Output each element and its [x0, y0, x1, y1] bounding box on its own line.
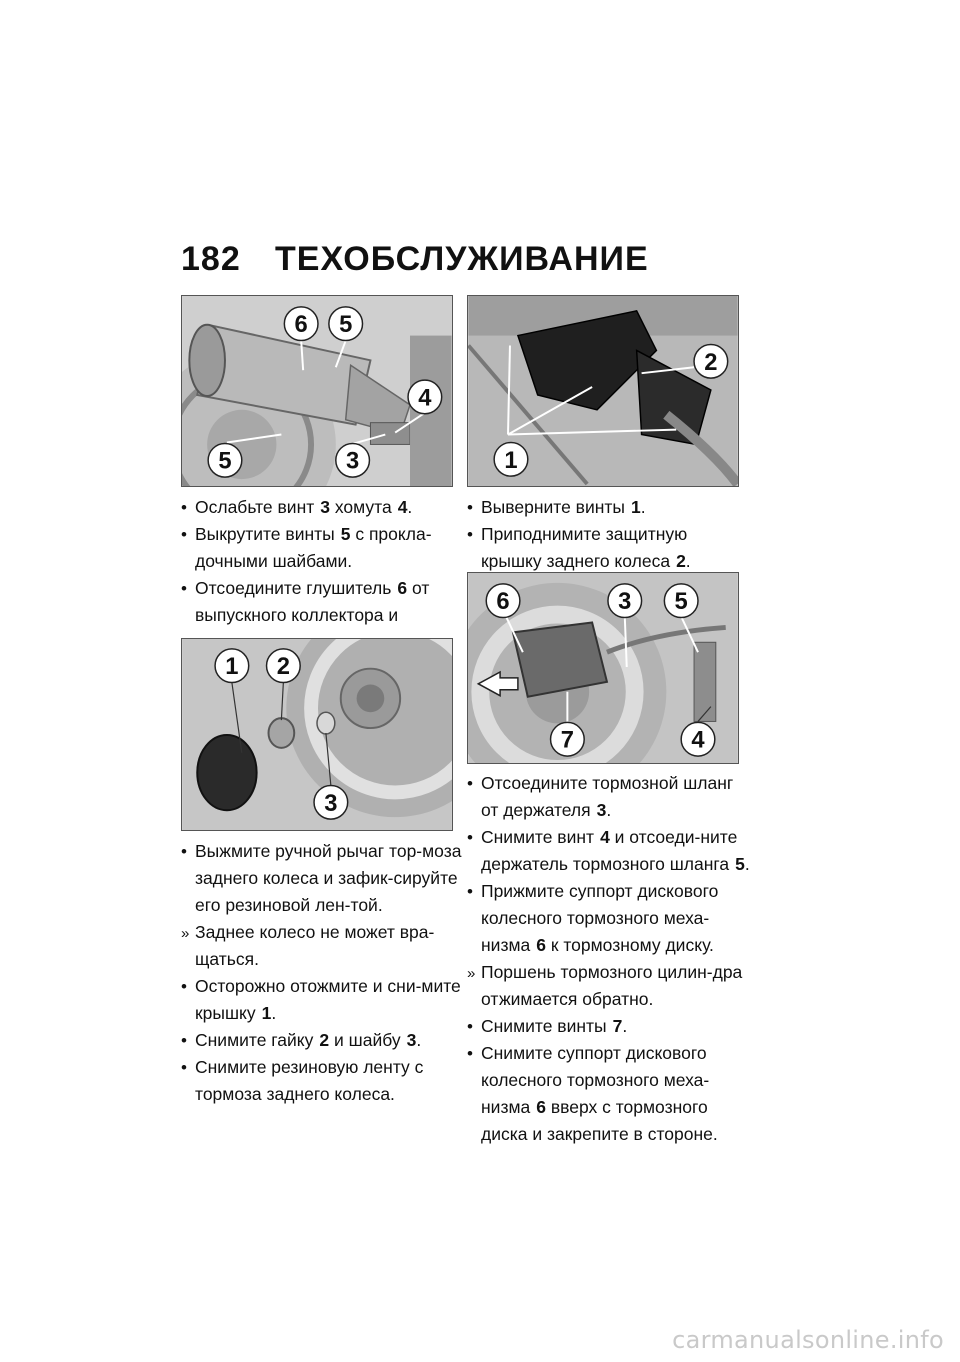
figure-protective-cover: [467, 295, 739, 487]
callout-5-top: [329, 307, 363, 341]
svg-text:3: 3: [324, 789, 338, 817]
muffler-illustration: [182, 296, 452, 486]
protective-cover-illustration: [468, 296, 738, 486]
svg-text:1: 1: [504, 446, 518, 474]
step-disconnect-muffler: • Отсоедините глушитель 6 от выпускного коллектора и: [181, 578, 430, 625]
callout-1: [494, 442, 528, 476]
step-press-caliper: • Прижмите суппорт дискового колесного тормозного меха-низма 6 к тормозному диску.: [467, 881, 719, 955]
left-steps-1: [181, 494, 466, 656]
svg-text:4: 4: [691, 726, 705, 754]
callout-3: [336, 443, 370, 477]
step-remove-nut-washer: • Снимите гайку 2 и шайбу 3.: [181, 1030, 422, 1050]
svg-text:5: 5: [674, 588, 688, 616]
callout-2: [694, 344, 728, 378]
right-steps-2: [467, 770, 752, 1148]
step-remove-caliper: • Снимите суппорт дискового колесного тормозного меха-низма 6 вверх с тормозного диска и закрепите в стороне.: [467, 1043, 718, 1144]
callout-4: [408, 380, 442, 414]
wheel-cover-illustration: [182, 639, 452, 830]
svg-text:4: 4: [418, 384, 432, 412]
figure-muffler: [181, 295, 453, 487]
section-title: ТЕХОБСЛУЖИВАНИЕ: [275, 240, 649, 278]
callout-3: [314, 785, 348, 819]
step-remove-rubber-band: • Снимите резиновую ленту с тормоза заднего колеса.: [181, 1057, 424, 1104]
callout-6: [486, 584, 520, 618]
step-unscrew-screws-1: • Выверните винты 1.: [467, 497, 646, 517]
result-wheel-locked: » Заднее колесо не может вра-щаться.: [181, 922, 435, 969]
right-steps-1: [467, 494, 752, 575]
page-header: [181, 240, 781, 284]
step-loosen-screw: • Ослабьте винт 3 хомута 4.: [181, 497, 413, 517]
step-remove-cover: • Осторожно отожмите и сни-мите крышку 1.: [181, 976, 461, 1023]
step-remove-screw-holder: • Снимите винт 4 и отсоеди-ните держатель тормозного шланга 5.: [467, 827, 750, 874]
brake-caliper-illustration: [468, 573, 738, 763]
callout-1: [215, 649, 249, 683]
step-lift-cover: • Приподнимите защитную крышку заднего колеса 2.: [467, 524, 691, 571]
svg-text:7: 7: [560, 726, 574, 754]
svg-text:6: 6: [294, 311, 308, 339]
svg-text:2: 2: [276, 653, 290, 681]
step-unscrew-screws: • Выкрутите винты 5 с прокла-дочными шайбами.: [181, 524, 432, 571]
callout-3: [608, 584, 642, 618]
svg-text:2: 2: [704, 348, 718, 376]
watermark: carmanualsonline.info: [672, 1326, 944, 1354]
callout-6: [284, 307, 318, 341]
left-steps-2: [181, 838, 466, 1108]
callout-5-bottom: [208, 443, 242, 477]
step-disconnect-hose: • Отсоедините тормозной шланг от держателя 3.: [467, 773, 734, 820]
svg-text:3: 3: [618, 588, 632, 616]
svg-text:5: 5: [339, 311, 353, 339]
figure-wheel-cover: [181, 638, 453, 831]
figure-brake-caliper: [467, 572, 739, 764]
svg-text:1: 1: [225, 653, 239, 681]
step-remove-screws-7: • Снимите винты 7.: [467, 1016, 628, 1036]
svg-text:3: 3: [346, 447, 360, 475]
step-press-brake-lever: • Выжмите ручной рычаг тор-моза заднего колеса и зафик-сируйте его резиновой лен-той.: [181, 841, 462, 915]
callout-4: [681, 722, 715, 756]
svg-text:5: 5: [218, 447, 232, 475]
page-number: 182: [181, 240, 241, 278]
callout-5: [664, 584, 698, 618]
result-piston-pushed: » Поршень тормозного цилин-дра отжимается обратно.: [467, 962, 743, 1009]
callout-7: [551, 722, 585, 756]
callout-2: [267, 649, 301, 683]
svg-text:6: 6: [496, 588, 510, 616]
